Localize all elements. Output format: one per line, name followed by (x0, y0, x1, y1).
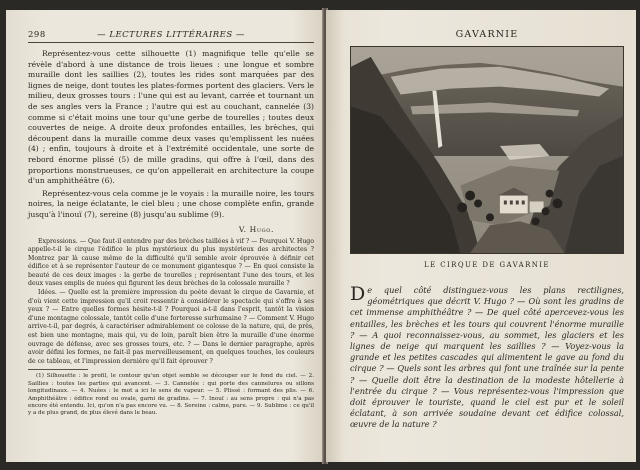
cirque-photograph (350, 46, 624, 254)
right-page (326, 10, 636, 462)
drop-cap: D (350, 283, 366, 305)
mountain-landscape-image (351, 47, 623, 253)
left-page (6, 10, 324, 462)
exercise-paragraph: Expressions. — Que faut-il entendre par des brèches taillées à vif ? — Pourquoi V. Hugo appelle-t-il le cirque l'édifice le plus mystérieux du plus mystérieux des architectes ? Montrez par là cause même de la difficulté qu'il semble avoir éprouvée à définir cet édifice et à se représenter l'auteur de ce monument gigantesque ? — En quoi consiste la beauté de ces deux images : la gerbe de tourelles ; représentant l'une des tours, et les deux vases emplis de nuées qui figurent les deux brèches de la colossale muraille ? (28, 237, 314, 288)
exercise-paragraph: Idées. — Quelle est la première impression du poète devant le cirque de Gavarnie, et d'où vient cette impression qu'il croit ressentir à considérer le spectacle qui s'offre à ses yeux ? — Entre quelles formes hésite-t-il ? Pourquoi a-t-il dans l'esprit, tantôt la vision d'une montagne colossale, tantôt celle d'une forteresse surhumaine ? — Comment V. Hugo arrive-t-il, par degrés, à caractériser admirablement ce colosse de la nature, qui, de près, est bien une montagne, mais qui, vu de loin, paraît bien être la muraille d'une énorme ouvrage de défense, avec ses grosses tours, etc. ? — Dans le dernier paragraphe, après avoir défini les formes, ne fait-il pas merveilleusement, en quelques touches, les couleurs de ce tableau, et l'impression dernière qu'il fait éprouver ? (28, 289, 314, 365)
running-title: — LECTURES LITTÉRAIRES — (97, 30, 245, 40)
left-running-head (28, 30, 314, 43)
page-number: 298 (28, 30, 46, 40)
body-paragraph: Représentez-vous cette silhouette (1) magnifique telle qu'elle se révèle d'abord à une distance de trois lieues : une longue et sombre muraille dont les saillies (2), toutes les rides sont marquées par des lignes de neige, dont toutes les plates-formes portent des glaciers. Vers le milieu, deux grosses tours : l'une qui est au levant, carrée et tournant un de ses angles vers la France ; l'autre qui est au couchant, cannelée (3) comme si c'était moins une tour qu'une gerbe de tourelles ; toutes deux couvertes de neige. A droite deux profondes entailles, les brèches, qui découpent dans la muraille comme deux vases qu'emplissent les nuées (4) ; enfin, toujours à droite et à l'extrémité occidentale, une sorte de rebord énorme plissé (5) de mille gradins, qui offre à l'œil, dans des proportions monstrueuses, ce qu'on appellerait en architecture la coupe d'un amphithéâtre (6). (28, 49, 314, 186)
author-signature: V. Hugo. (238, 224, 274, 234)
right-running-head: GAVARNIE (455, 29, 519, 40)
photo-caption: LE CIRQUE DE GAVARNIE (424, 261, 550, 269)
footnotes: (1) Silhouette : le profil, le contour qu'un objet semble se découper sur le fond du ciel. — 2. Saillies : toutes les parties qui avancent. — 3. Cannelée : qui porte des cannelures ou sillons longitudinaux. — 4. Nuées : le mot a ici le sens de vapeur. — 5. Plissé : formant des plis. — 6. Amphithéâtre : édifice rond ou ovale, garni de gradins. — 7. Inouï : au sens propre : qui n'a pas encore été entendu. Ici, qu'on n'a pas encore vu. — 8. Sereine : calme, pure. — 9. Sublime : ce qu'il y a de plus grand, de plus élevé dans le beau. (28, 373, 314, 417)
question-paragraph (350, 285, 624, 431)
body-paragraph: Représentez-vous cela comme je le voyais : la muraille noire, les tours noires, la neige éclatante, le ciel bleu ; une chose complète enfin, grande jusqu'à l'inouï (7), sereine (8) jusqu'au sublime (9). (28, 188, 314, 219)
footnote-rule (28, 369, 88, 370)
question-text: e quel côté distinguez-vous les plans rectilignes, géométriques que décrit V. Hugo ? — Où sont les gradins de cet immense amphithéâtre ? — De quel côté apercevez-vous les entailles, les brèches et les tours qui couvrent l'énorme muraille ? — A quoi reconnaissez-vous, au sommet, les glaciers et les lignes de neige qui marquent les saillies ? — Voyez-vous la grande et les petites cascades qui alimentent le gave au fond du cirque ? — Quels sont les arbres qui font une traînée sur la pente ? — Quelle doit être la destination de la modeste hôtellerie à l'entrée du cirque ? — Vous représentez-vous l'impression que doit éprouver le touriste, quand le ciel est pur et le soleil éclatant, à son arrivée soudaine devant cet édifice colossal, œuvre de la nature ? (350, 285, 624, 430)
